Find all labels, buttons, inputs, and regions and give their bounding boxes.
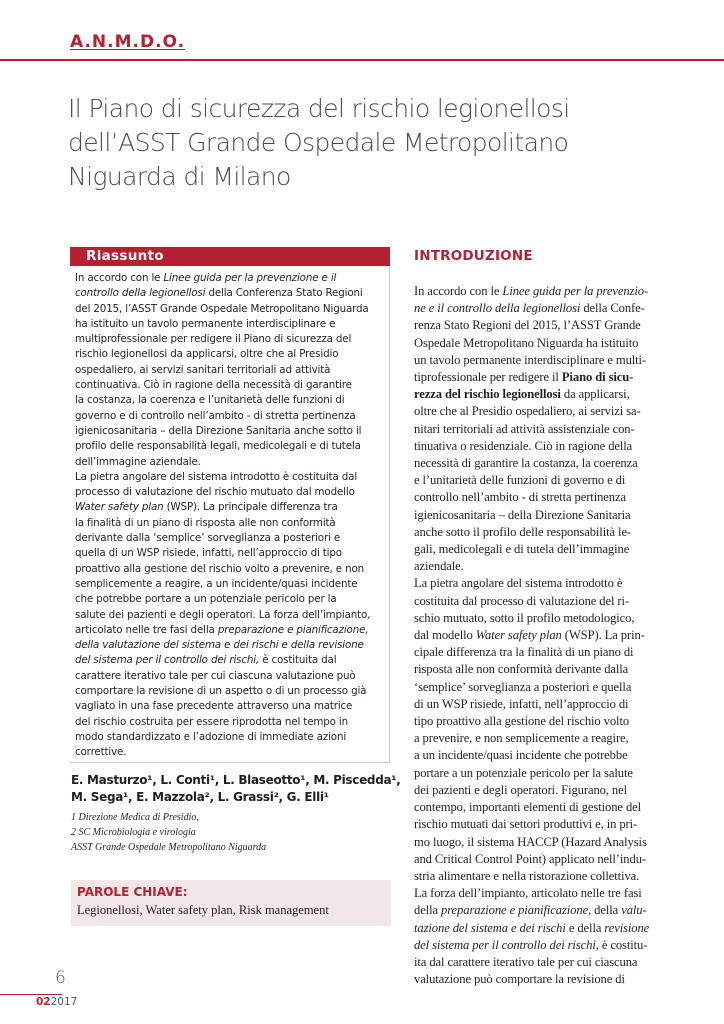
abstract-segment: derivante dalla ‘semplice’ sorveglianza a posteriori e bbox=[75, 532, 341, 545]
issue-year: 2017 bbox=[50, 996, 78, 1008]
introduction-line bbox=[414, 507, 676, 524]
abstract-segment: la costanza, la coerenza e l’unitarietà delle funzioni di bbox=[75, 394, 345, 407]
introduction-line bbox=[414, 593, 676, 610]
introduction-segment: mo luogo, il sistema HACCP (Hazard Analysis bbox=[414, 834, 647, 849]
abstract-line bbox=[75, 286, 385, 301]
introduction-line bbox=[414, 954, 676, 971]
introduction-text bbox=[414, 283, 676, 988]
introduction-line bbox=[414, 421, 676, 438]
introduction-segment: tipo proattivo alla gestione del rischio volto bbox=[414, 714, 630, 729]
introduction-line bbox=[414, 661, 676, 678]
introduction-segment: rischio mutuati dai settori produttivi e, in pri- bbox=[414, 817, 638, 832]
abstract-segment: proattivo alla gestione del rischio volto a prevenire, e non bbox=[75, 562, 365, 575]
introduction-line bbox=[414, 335, 676, 352]
introduction-segment: In accordo con le bbox=[414, 284, 503, 298]
introduction-segment: è costitu- bbox=[598, 937, 648, 952]
abstract-line bbox=[75, 302, 385, 317]
abstract-line bbox=[75, 715, 385, 730]
abstract-line bbox=[75, 455, 385, 470]
abstract-segment: (WSP). La principale differenza tra bbox=[163, 501, 338, 514]
abstract-line bbox=[75, 347, 385, 362]
introduction-segment: anche sotto il profilo delle responsabilità le- bbox=[414, 524, 632, 539]
introduction-line bbox=[414, 730, 676, 747]
introduction-segment: stria alimentare e nella ristorazione collettiva. bbox=[414, 868, 640, 883]
abstract-segment: La pietra angolare del sistema introdotto è costituita dal bbox=[75, 470, 358, 483]
issue-label bbox=[36, 996, 77, 1008]
introduction-segment: La pietra angolare del sistema introdotto è bbox=[414, 576, 623, 591]
introduction-segment: Piano di sicu- bbox=[561, 370, 634, 385]
authors bbox=[71, 772, 401, 806]
introduction-line bbox=[414, 403, 676, 420]
affiliations bbox=[71, 810, 391, 855]
introduction-line bbox=[414, 369, 676, 386]
keywords-text: Legionellosi, Water safety plan, Risk management bbox=[77, 903, 329, 917]
abstract-segment: del 2015, l’ASST Grande Ospedale Metropolitano Niguarda bbox=[75, 302, 369, 315]
issue-number: 02 bbox=[36, 996, 51, 1008]
introduction-line bbox=[414, 489, 676, 506]
abstract-line bbox=[75, 439, 385, 454]
introduction-line bbox=[414, 438, 676, 455]
abstract-heading: Riassunto bbox=[70, 247, 390, 266]
introduction-segment: nitari territoriali ad attività assistenziale con- bbox=[414, 421, 635, 436]
abstract-segment: articolato nelle tre fasi della bbox=[75, 623, 218, 636]
affiliation: 2 SC Microbiologia e virologia bbox=[71, 827, 196, 838]
abstract-segment: multiprofessionale per redigere il Piano di sicurezza del bbox=[75, 333, 352, 346]
abstract-line bbox=[75, 363, 385, 378]
introduction-segment: igienicosanitaria – della Direzione Sanitaria bbox=[414, 507, 631, 522]
introduction-segment: Water safety plan bbox=[475, 628, 562, 643]
introduction-segment: costituita dal processo di valutazione del ri- bbox=[414, 593, 630, 608]
introduction-line bbox=[414, 627, 676, 644]
introduction-line bbox=[414, 851, 676, 868]
introduction-segment: schio mutuato, sotto il profilo metodologico, bbox=[414, 610, 635, 625]
introduction-segment: da applicarsi, bbox=[560, 387, 630, 402]
introduction-line bbox=[414, 644, 676, 661]
abstract-line bbox=[75, 393, 385, 408]
introduction-segment: della bbox=[591, 903, 622, 918]
introduction-line bbox=[414, 541, 676, 558]
abstract-line bbox=[75, 546, 385, 561]
introduction-line bbox=[414, 317, 676, 334]
header-rule bbox=[0, 59, 724, 61]
abstract-line bbox=[75, 332, 385, 347]
introduction-line bbox=[414, 558, 676, 575]
authors-line: M. Sega¹, E. Mazzola², L. Grassi², G. Elli¹ bbox=[71, 790, 329, 804]
introduction-segment: un tavolo permanente interdisciplinare e multi- bbox=[414, 352, 647, 367]
introduction-segment: controllo nell’ambito - di stretta pertinenza bbox=[414, 490, 626, 505]
abstract-segment: del rischio costruita per essere riprodotta nel tempo in bbox=[75, 715, 349, 728]
abstract-segment: modo standardizzato e l’adozione di immediate azioni bbox=[75, 730, 347, 743]
introduction-line bbox=[414, 352, 676, 369]
introduction-segment: del sistema per il controllo dei rischi, bbox=[414, 937, 599, 952]
abstract-italic-segment: preparazione e pianificazione, bbox=[217, 623, 369, 636]
abstract-line bbox=[75, 271, 385, 286]
introduction-line bbox=[414, 885, 676, 902]
abstract-segment: semplicemente a reagire, a un incidente/quasi incidente bbox=[75, 577, 358, 590]
introduction-line bbox=[414, 575, 676, 592]
introduction-line bbox=[414, 868, 676, 885]
authors-line: E. Masturzo¹, L. Conti¹, L. Blaseotto¹, M. Piscedda¹, bbox=[71, 773, 401, 787]
abstract-italic-segment: Linee guida per la prevenzione e il bbox=[163, 272, 337, 284]
introduction-line bbox=[414, 902, 676, 919]
introduction-line bbox=[414, 386, 676, 403]
abstract-line bbox=[75, 378, 385, 393]
introduction-segment: di un WSP risiede, infatti, nell’approccio di bbox=[414, 696, 629, 711]
introduction-line bbox=[414, 765, 676, 782]
abstract-segment: comportare la revisione di un aspetto o di un processo già bbox=[75, 685, 367, 698]
introduction-segment: a prevenire, e non semplicemente a reagire, bbox=[414, 731, 629, 746]
affiliation: ASST Grande Ospedale Metropolitano Niguarda bbox=[71, 842, 267, 853]
introduction-segment: (WSP). La prin- bbox=[561, 628, 645, 643]
introduction-heading: INTRODUZIONE bbox=[414, 248, 533, 264]
abstract-segment: è costituita dal bbox=[259, 654, 337, 667]
footer-rule bbox=[0, 994, 62, 995]
introduction-line bbox=[414, 799, 676, 816]
introduction-segment: and Critical Control Point) applicato nell’indu- bbox=[414, 851, 646, 866]
abstract-line bbox=[75, 638, 385, 653]
introduction-segment: ita dal carattere iterativo tale per cui ciascuna bbox=[414, 954, 638, 969]
introduction-segment: e della bbox=[565, 920, 605, 935]
introduction-segment: della bbox=[414, 903, 442, 918]
abstract-line bbox=[75, 500, 385, 515]
abstract-line bbox=[75, 485, 385, 500]
abstract-segment: governo e di controllo nell’ambito - di stretta pertinenza bbox=[75, 409, 356, 422]
introduction-segment: tazione del sistema e dei rischi bbox=[414, 920, 566, 935]
introduction-segment: cipale differenza tra la finalità di un piano di bbox=[414, 645, 634, 660]
abstract-segment: ha istituito un tavolo permanente interdisciplinare e bbox=[75, 317, 336, 330]
introduction-line bbox=[414, 679, 676, 696]
abstract-segment: continuativa. Ciò in ragione della necessità di garantire bbox=[75, 379, 352, 392]
abstract-line bbox=[75, 531, 385, 546]
introduction-segment: aziendale. bbox=[414, 559, 464, 574]
abstract-segment: rischio legionellosi da applicarsi, oltre che al Presidio bbox=[75, 348, 339, 361]
abstract-italic-segment: Water safety plan bbox=[75, 501, 164, 514]
title-line: Niguarda di Milano bbox=[68, 162, 291, 191]
abstract-segment: igienicosanitaria – della Direzione Sanitaria anche sotto il bbox=[75, 424, 362, 437]
abstract-line bbox=[75, 577, 385, 592]
abstract-line bbox=[75, 608, 385, 623]
introduction-segment: renza Stato Regioni del 2015, l’ASST Grande bbox=[414, 318, 641, 333]
introduction-segment: gali, medicolegali e di tutela dell’immagine bbox=[414, 542, 630, 557]
introduction-line bbox=[414, 696, 676, 713]
introduction-segment: oltre che al Presidio ospedaliero, ai servizi sa- bbox=[414, 404, 641, 419]
introduction-segment: necessità di garantire la costanza, la coerenza bbox=[414, 456, 638, 471]
abstract-segment: la finalità di un piano di risposta alle non conformità bbox=[75, 516, 336, 529]
abstract-line bbox=[75, 669, 385, 684]
abstract-segment: profilo delle responsabilità legali, medicolegali e di tutela bbox=[75, 440, 361, 453]
abstract-segment: vagliato in una fase precedente attraverso una matrice bbox=[75, 700, 353, 713]
introduction-segment: e l’unitarietà delle funzioni di governo e di bbox=[414, 473, 626, 488]
abstract-line bbox=[75, 424, 385, 439]
title-line: Il Piano di sicurezza del rischio legionellosi bbox=[68, 94, 570, 123]
introduction-line bbox=[414, 920, 676, 937]
abstract-segment: correttive. bbox=[75, 746, 127, 759]
page-number: 6 bbox=[55, 968, 66, 988]
introduction-segment: portare a un potenziale pericolo per la salute bbox=[414, 765, 633, 780]
abstract-line bbox=[75, 470, 385, 485]
introduction-line bbox=[414, 816, 676, 833]
introduction-segment: dei pazienti e degli operatori. Figurano, nel bbox=[414, 782, 628, 797]
introduction-line bbox=[414, 283, 676, 300]
introduction-segment: contempo, importanti elementi di gestione del bbox=[414, 800, 642, 815]
introduction-line bbox=[414, 524, 676, 541]
introduction-line bbox=[414, 472, 676, 489]
abstract-line bbox=[75, 745, 385, 760]
introduction-line bbox=[414, 937, 676, 954]
introduction-line bbox=[414, 971, 676, 988]
abstract-segment: ospedaliero, ai servizi sanitari territoriali ad attività bbox=[75, 363, 331, 376]
title-line: dell’ASST Grande Ospedale Metropolitano bbox=[68, 128, 569, 157]
abstract-italic-segment: del sistema per il controllo dei rischi, bbox=[75, 654, 260, 667]
abstract-segment: processo di valutazione del rischio mutuato dal modello bbox=[75, 486, 355, 499]
introduction-line bbox=[414, 455, 676, 472]
introduction-segment: La forza dell’impianto, articolato nelle tre fasi bbox=[414, 886, 642, 901]
journal-brand: A.N.M.D.O. bbox=[70, 32, 186, 52]
introduction-line bbox=[414, 610, 676, 627]
article-title bbox=[68, 92, 688, 194]
abstract-segment: che potrebbe portare a un potenziale pericolo per la bbox=[75, 593, 337, 606]
introduction-line bbox=[414, 782, 676, 799]
abstract-segment: dell’immagine aziendale. bbox=[75, 455, 201, 468]
abstract-line bbox=[75, 562, 385, 577]
introduction-segment: Ospedale Metropolitano Niguarda ha istituito bbox=[414, 335, 639, 350]
introduction-segment: dal modello bbox=[414, 628, 476, 643]
abstract-line bbox=[75, 653, 385, 668]
introduction-line bbox=[414, 713, 676, 730]
introduction-line bbox=[414, 834, 676, 851]
keywords-heading: PAROLE CHIAVE: bbox=[77, 885, 188, 899]
introduction-segment: valu- bbox=[621, 903, 647, 918]
introduction-segment: rezza del rischio legionellosi bbox=[414, 387, 561, 402]
introduction-segment: preparazione e pianificazione, bbox=[441, 903, 592, 918]
introduction-segment: ‘semplice’ sorveglianza a posteriori e quella bbox=[414, 679, 632, 694]
introduction-segment: ne e il controllo della legionellosi bbox=[414, 301, 581, 316]
abstract-line bbox=[75, 409, 385, 424]
abstract-line bbox=[75, 684, 385, 699]
introduction-segment: della Confe- bbox=[580, 301, 645, 316]
abstract-line bbox=[75, 730, 385, 745]
abstract-line bbox=[75, 623, 385, 638]
introduction-segment: valutazione può comportare la revisione di bbox=[414, 972, 625, 987]
introduction-segment: tinuativa o residenziale. Ciò in ragione della bbox=[414, 438, 633, 453]
abstract-line bbox=[75, 317, 385, 332]
abstract-segment: della Conferenza Stato Regioni bbox=[205, 287, 363, 300]
abstract-segment: carattere iterativo tale per cui ciascuna valutazione può bbox=[75, 669, 356, 682]
abstract-line bbox=[75, 516, 385, 531]
abstract-italic-segment: della valutazione del sistema e dei rischi e della revisione bbox=[75, 639, 364, 652]
affiliation: 1 Direzione Medica di Presidio, bbox=[71, 812, 199, 823]
introduction-segment: a un incidente/quasi incidente che potrebbe bbox=[414, 748, 628, 763]
introduction-segment: tiprofessionale per redigere il bbox=[414, 370, 562, 385]
abstract-segment: In accordo con le bbox=[75, 272, 164, 284]
abstract-text bbox=[75, 271, 385, 761]
introduction-segment: revisione bbox=[604, 920, 650, 935]
abstract-segment: quella di un WSP risiede, infatti, nell’approccio di tipo bbox=[75, 547, 342, 560]
abstract-line bbox=[75, 699, 385, 714]
introduction-line bbox=[414, 747, 676, 764]
introduction-segment: risposta alle non conformità derivante dalla bbox=[414, 662, 629, 677]
introduction-line bbox=[414, 300, 676, 317]
introduction-segment: Linee guida per la prevenzio- bbox=[502, 284, 649, 298]
abstract-italic-segment: controllo della legionellosi bbox=[75, 287, 206, 300]
abstract-segment: salute dei pazienti e degli operatori. La forza dell’impianto, bbox=[75, 608, 371, 621]
abstract-line bbox=[75, 592, 385, 607]
